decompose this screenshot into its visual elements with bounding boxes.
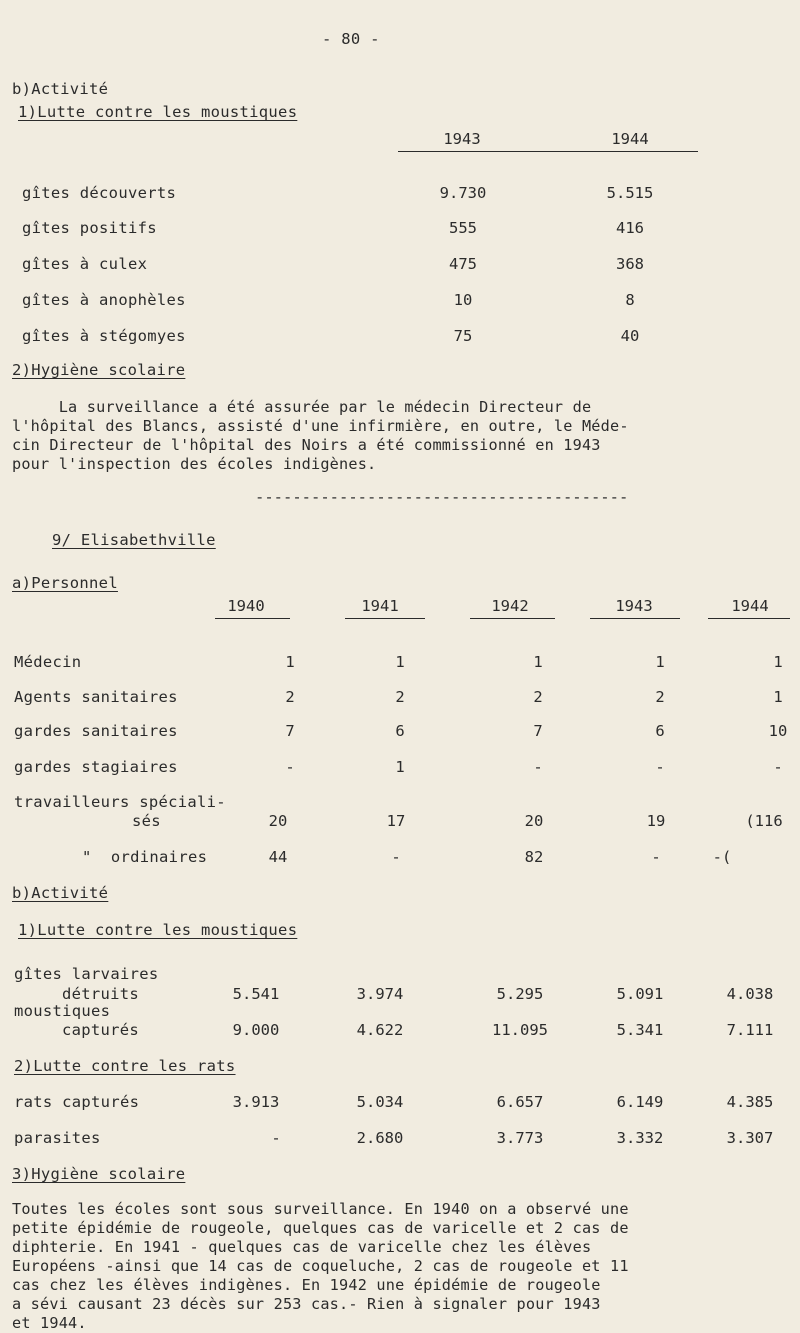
- cell-1940: 9.000: [232, 1021, 280, 1039]
- row-label: gîtes positifs: [22, 219, 157, 237]
- header-underline: [590, 618, 680, 619]
- cell-1944: 1: [773, 653, 783, 671]
- school-hygiene-heading: 2)Hygiène scolaire: [12, 361, 186, 379]
- value-1944: 40: [620, 327, 640, 345]
- row-label: Agents sanitaires: [14, 688, 178, 706]
- year-header: 1943: [615, 597, 653, 615]
- cell-1944: 10: [768, 722, 788, 740]
- year-header: 1941: [361, 597, 399, 615]
- value-1944: 5.515: [606, 184, 654, 202]
- header-underline: [398, 151, 698, 152]
- cell-1940: 1: [285, 653, 295, 671]
- row-label: " ordinaires: [82, 848, 208, 866]
- page-number: - 80 -: [322, 30, 380, 48]
- cell-1942: 20: [524, 812, 544, 830]
- row-label: gîtes découverts: [22, 184, 177, 202]
- row-label: gardes stagiaires: [14, 758, 178, 776]
- paragraph-line: et 1944.: [12, 1314, 87, 1332]
- cell-1944: 1: [773, 688, 783, 706]
- cell-1942: -: [533, 758, 543, 776]
- cell-1941: 1: [395, 653, 405, 671]
- header-underline: [708, 618, 790, 619]
- cell-1943: 6.149: [616, 1093, 664, 1111]
- cell-1942: 11.095: [492, 1021, 548, 1039]
- value-1943: 555: [449, 219, 477, 237]
- cell-1944: -: [773, 758, 783, 776]
- header-underline: [215, 618, 290, 619]
- paragraph-line: La surveillance a été assurée par le médecin Directeur de: [12, 398, 592, 416]
- activity-heading: b)Activité: [12, 80, 109, 98]
- row-label: gîtes à culex: [22, 255, 148, 273]
- paragraph-line: l'hôpital des Blancs, assisté d'une infirmière, en outre, le Méde-: [12, 417, 629, 435]
- year-header-1944: 1944: [611, 130, 649, 148]
- personnel-heading: a)Personnel: [12, 574, 118, 592]
- cell-1943: 2: [655, 688, 665, 706]
- cell-1940: 5.541: [232, 985, 280, 1003]
- cell-1944: (116: [745, 812, 783, 830]
- cell-1943: -: [655, 758, 665, 776]
- paragraph-line: Européens -ainsi que 14 cas de coqueluche, 2 cas de rougeole et 11: [12, 1257, 629, 1275]
- value-1944: 368: [616, 255, 644, 273]
- row-label: rats capturés: [14, 1093, 140, 1111]
- cell-1943: 6: [655, 722, 665, 740]
- cell-1943: -: [651, 848, 661, 866]
- cell-1940: 2: [285, 688, 295, 706]
- row-label-continued: détruits: [62, 985, 140, 1003]
- paragraph-line: cin Directeur de l'hôpital des Noirs a été commissionné en 1943: [12, 436, 601, 454]
- row-label: travailleurs spéciali-: [14, 793, 226, 811]
- rat-control-heading: 2)Lutte contre les rats: [14, 1057, 236, 1075]
- cell-1944: 7.111: [726, 1021, 774, 1039]
- cell-1942: 6.657: [496, 1093, 544, 1111]
- row-label: gîtes larvaires: [14, 965, 159, 983]
- paragraph-line: a sévi causant 23 décès sur 253 cas.- Rien à signaler pour 1943: [12, 1295, 601, 1313]
- section-separator: ----------------------------------------: [255, 488, 629, 506]
- value-1943: 9.730: [439, 184, 487, 202]
- row-label: gîtes à anophèles: [22, 291, 186, 309]
- value-1943: 10: [453, 291, 473, 309]
- paragraph-line: cas chez les élèves indigènes. En 1942 une épidémie de rougeole: [12, 1276, 601, 1294]
- value-1943: 475: [449, 255, 477, 273]
- cell-1942: 1: [533, 653, 543, 671]
- activity-heading-2: b)Activité: [12, 884, 109, 902]
- city-heading: 9/ Elisabethville: [52, 531, 216, 549]
- header-underline: [470, 618, 555, 619]
- value-1944: 8: [625, 291, 635, 309]
- row-label-continued: capturés: [62, 1021, 140, 1039]
- header-underline: [345, 618, 425, 619]
- cell-1942: 2: [533, 688, 543, 706]
- cell-1942: 5.295: [496, 985, 544, 1003]
- paragraph-line: petite épidémie de rougeole, quelques cas de varicelle et 2 cas de: [12, 1219, 629, 1237]
- paragraph-line: pour l'inspection des écoles indigènes.: [12, 455, 377, 473]
- value-1944: 416: [616, 219, 644, 237]
- row-label: Médecin: [14, 653, 82, 671]
- cell-1942: 3.773: [496, 1129, 544, 1147]
- cell-1944: 4.385: [726, 1093, 774, 1111]
- mosquito-control-heading-2: 1)Lutte contre les moustiques: [18, 921, 298, 939]
- cell-1940: -: [271, 1129, 281, 1147]
- cell-1940: 20: [268, 812, 288, 830]
- cell-1941: 17: [386, 812, 406, 830]
- paragraph-line: diphterie. En 1941 - quelques cas de varicelle chez les élèves: [12, 1238, 592, 1256]
- row-label: parasites: [14, 1129, 101, 1147]
- cell-1943: 1: [655, 653, 665, 671]
- year-header: 1944: [731, 597, 769, 615]
- cell-1943: 5.091: [616, 985, 664, 1003]
- row-label: gîtes à stégomyes: [22, 327, 186, 345]
- year-header: 1940: [227, 597, 265, 615]
- cell-1941: 6: [395, 722, 405, 740]
- cell-1942: 82: [524, 848, 544, 866]
- cell-1943: 5.341: [616, 1021, 664, 1039]
- year-header-1943: 1943: [443, 130, 481, 148]
- cell-1941: 5.034: [356, 1093, 404, 1111]
- cell-1940: 7: [285, 722, 295, 740]
- row-label: moustiques: [14, 1002, 111, 1020]
- cell-1940: -: [285, 758, 295, 776]
- cell-1941: 1: [395, 758, 405, 776]
- cell-1940: 3.913: [232, 1093, 280, 1111]
- cell-1941: -: [391, 848, 401, 866]
- mosquito-control-heading: 1)Lutte contre les moustiques: [18, 103, 298, 121]
- cell-1941: 2: [395, 688, 405, 706]
- cell-1940: 44: [268, 848, 288, 866]
- cell-1941: 4.622: [356, 1021, 404, 1039]
- cell-1942: 7: [533, 722, 543, 740]
- cell-1943: 3.332: [616, 1129, 664, 1147]
- cell-1941: 3.974: [356, 985, 404, 1003]
- cell-1944: -(: [712, 848, 732, 866]
- cell-1944: 4.038: [726, 985, 774, 1003]
- school-hygiene-heading-2: 3)Hygiène scolaire: [12, 1165, 186, 1183]
- year-header: 1942: [491, 597, 529, 615]
- cell-1941: 2.680: [356, 1129, 404, 1147]
- row-label: gardes sanitaires: [14, 722, 178, 740]
- paragraph-line: Toutes les écoles sont sous surveillance. En 1940 on a observé une: [12, 1200, 629, 1218]
- value-1943: 75: [453, 327, 473, 345]
- cell-1943: 19: [646, 812, 666, 830]
- cell-1944: 3.307: [726, 1129, 774, 1147]
- row-label-continued: sés: [132, 812, 161, 830]
